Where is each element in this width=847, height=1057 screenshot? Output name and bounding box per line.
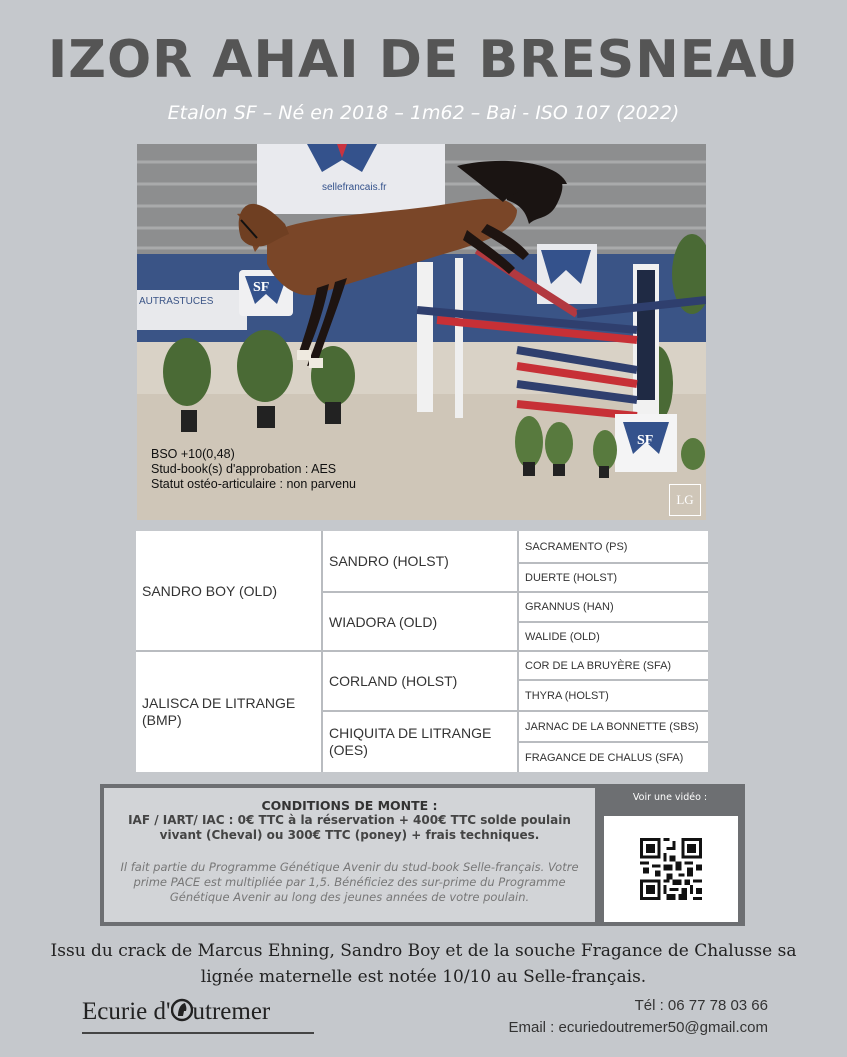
qr-code-icon[interactable] — [640, 838, 702, 900]
pedigree-ggp-5: COR DE LA BRUYÈRE (SFA) — [519, 652, 708, 679]
pedigree-dam: JALISCA DE LITRANGE (BMP) — [136, 652, 321, 772]
banner-text: AUTRASTUCES — [139, 296, 214, 307]
pedigree-ggp-8: FRAGANCE DE CHALUS (SFA) — [519, 743, 708, 772]
pedigree-ggp-4: WALIDE (OLD) — [519, 623, 708, 650]
horse-head-logo-icon — [171, 998, 193, 1022]
contact-email[interactable]: Email : ecuriedoutremer50@gmail.com — [508, 1019, 768, 1036]
horse-photo — [137, 144, 706, 520]
caption-studbook: Stud-book(s) d'approbation : AES — [151, 462, 337, 476]
logo-underline — [82, 1032, 314, 1034]
logo-text-before: Ecurie d' — [82, 998, 171, 1025]
photographer-watermark: LG — [669, 484, 701, 516]
pedigree-ggp-2: DUERTE (HOLST) — [519, 564, 708, 591]
pedigree-sire-dam: WIADORA (OLD) — [323, 593, 517, 650]
conditions-pricing: IAF / IART/ IAC : 0€ TTC à la réservation + 400€ TTC solde poulain vivant (Cheval) ou 300€ TTC (poney) + frais techniques. — [128, 813, 571, 842]
pedigree-sire: SANDRO BOY (OLD) — [136, 531, 321, 650]
conditions-title: CONDITIONS DE MONTE : — [261, 798, 438, 813]
video-qr-box[interactable] — [604, 816, 738, 922]
horse-subtitle: Etalon SF – Né en 2018 – 1m62 – Bai - ISO 107 (2022) — [167, 102, 680, 124]
sf-logo-board: SF — [253, 280, 270, 295]
logo-text-after: utremer — [192, 998, 271, 1025]
caption-bso: BSO +10(0,48) — [151, 447, 235, 461]
sf-logo-ground: SF — [637, 433, 654, 448]
pedigree-ggp-1: SACRAMENTO (PS) — [519, 531, 708, 562]
pedigree-ggp-3: GRANNUS (HAN) — [519, 593, 708, 621]
conditions-panel — [104, 788, 595, 922]
contact-phone[interactable]: Tél : 06 77 78 03 66 — [634, 997, 768, 1014]
conditions-program-note: Il fait partie du Programme Génétique Avenir du stud-book Selle-français. Votre prime PACE est multipliée par 1,5. Bénéficiez des sur-prime du Programme Génétique Avenir au long des jeunes années de votre poulain. — [120, 860, 579, 904]
pedigree-dam-dam: CHIQUITA DE LITRANGE (OES) — [323, 712, 517, 772]
video-label: Voir une vidéo : — [632, 792, 708, 803]
pedigree-ggp-7: JARNAC DE LA BONNETTE (SBS) — [519, 712, 708, 741]
contact-info — [430, 995, 768, 1039]
conditions-box — [100, 784, 745, 926]
horse-name-title: IZOR AHAI DE BRESNEAU — [47, 30, 800, 90]
pedigree-sire-sire: SANDRO (HOLST) — [323, 531, 517, 591]
pedigree-ggp-6: THYRA (HOLST) — [519, 681, 708, 710]
pedigree-tagline: Issu du crack de Marcus Ehning, Sandro Boy et de la souche Fragance de Chalusse sa lignée maternelle est notée 10/10 au Selle-français. — [50, 941, 797, 987]
sponsor-text: sellefrancais.fr — [322, 182, 387, 193]
pedigree-table — [136, 531, 708, 772]
photo-caption — [151, 447, 356, 492]
pedigree-dam-sire: CORLAND (HOLST) — [323, 652, 517, 710]
caption-osteo: Statut ostéo-articulaire : non parvenu — [151, 477, 356, 491]
ecurie-logo — [82, 998, 314, 1038]
